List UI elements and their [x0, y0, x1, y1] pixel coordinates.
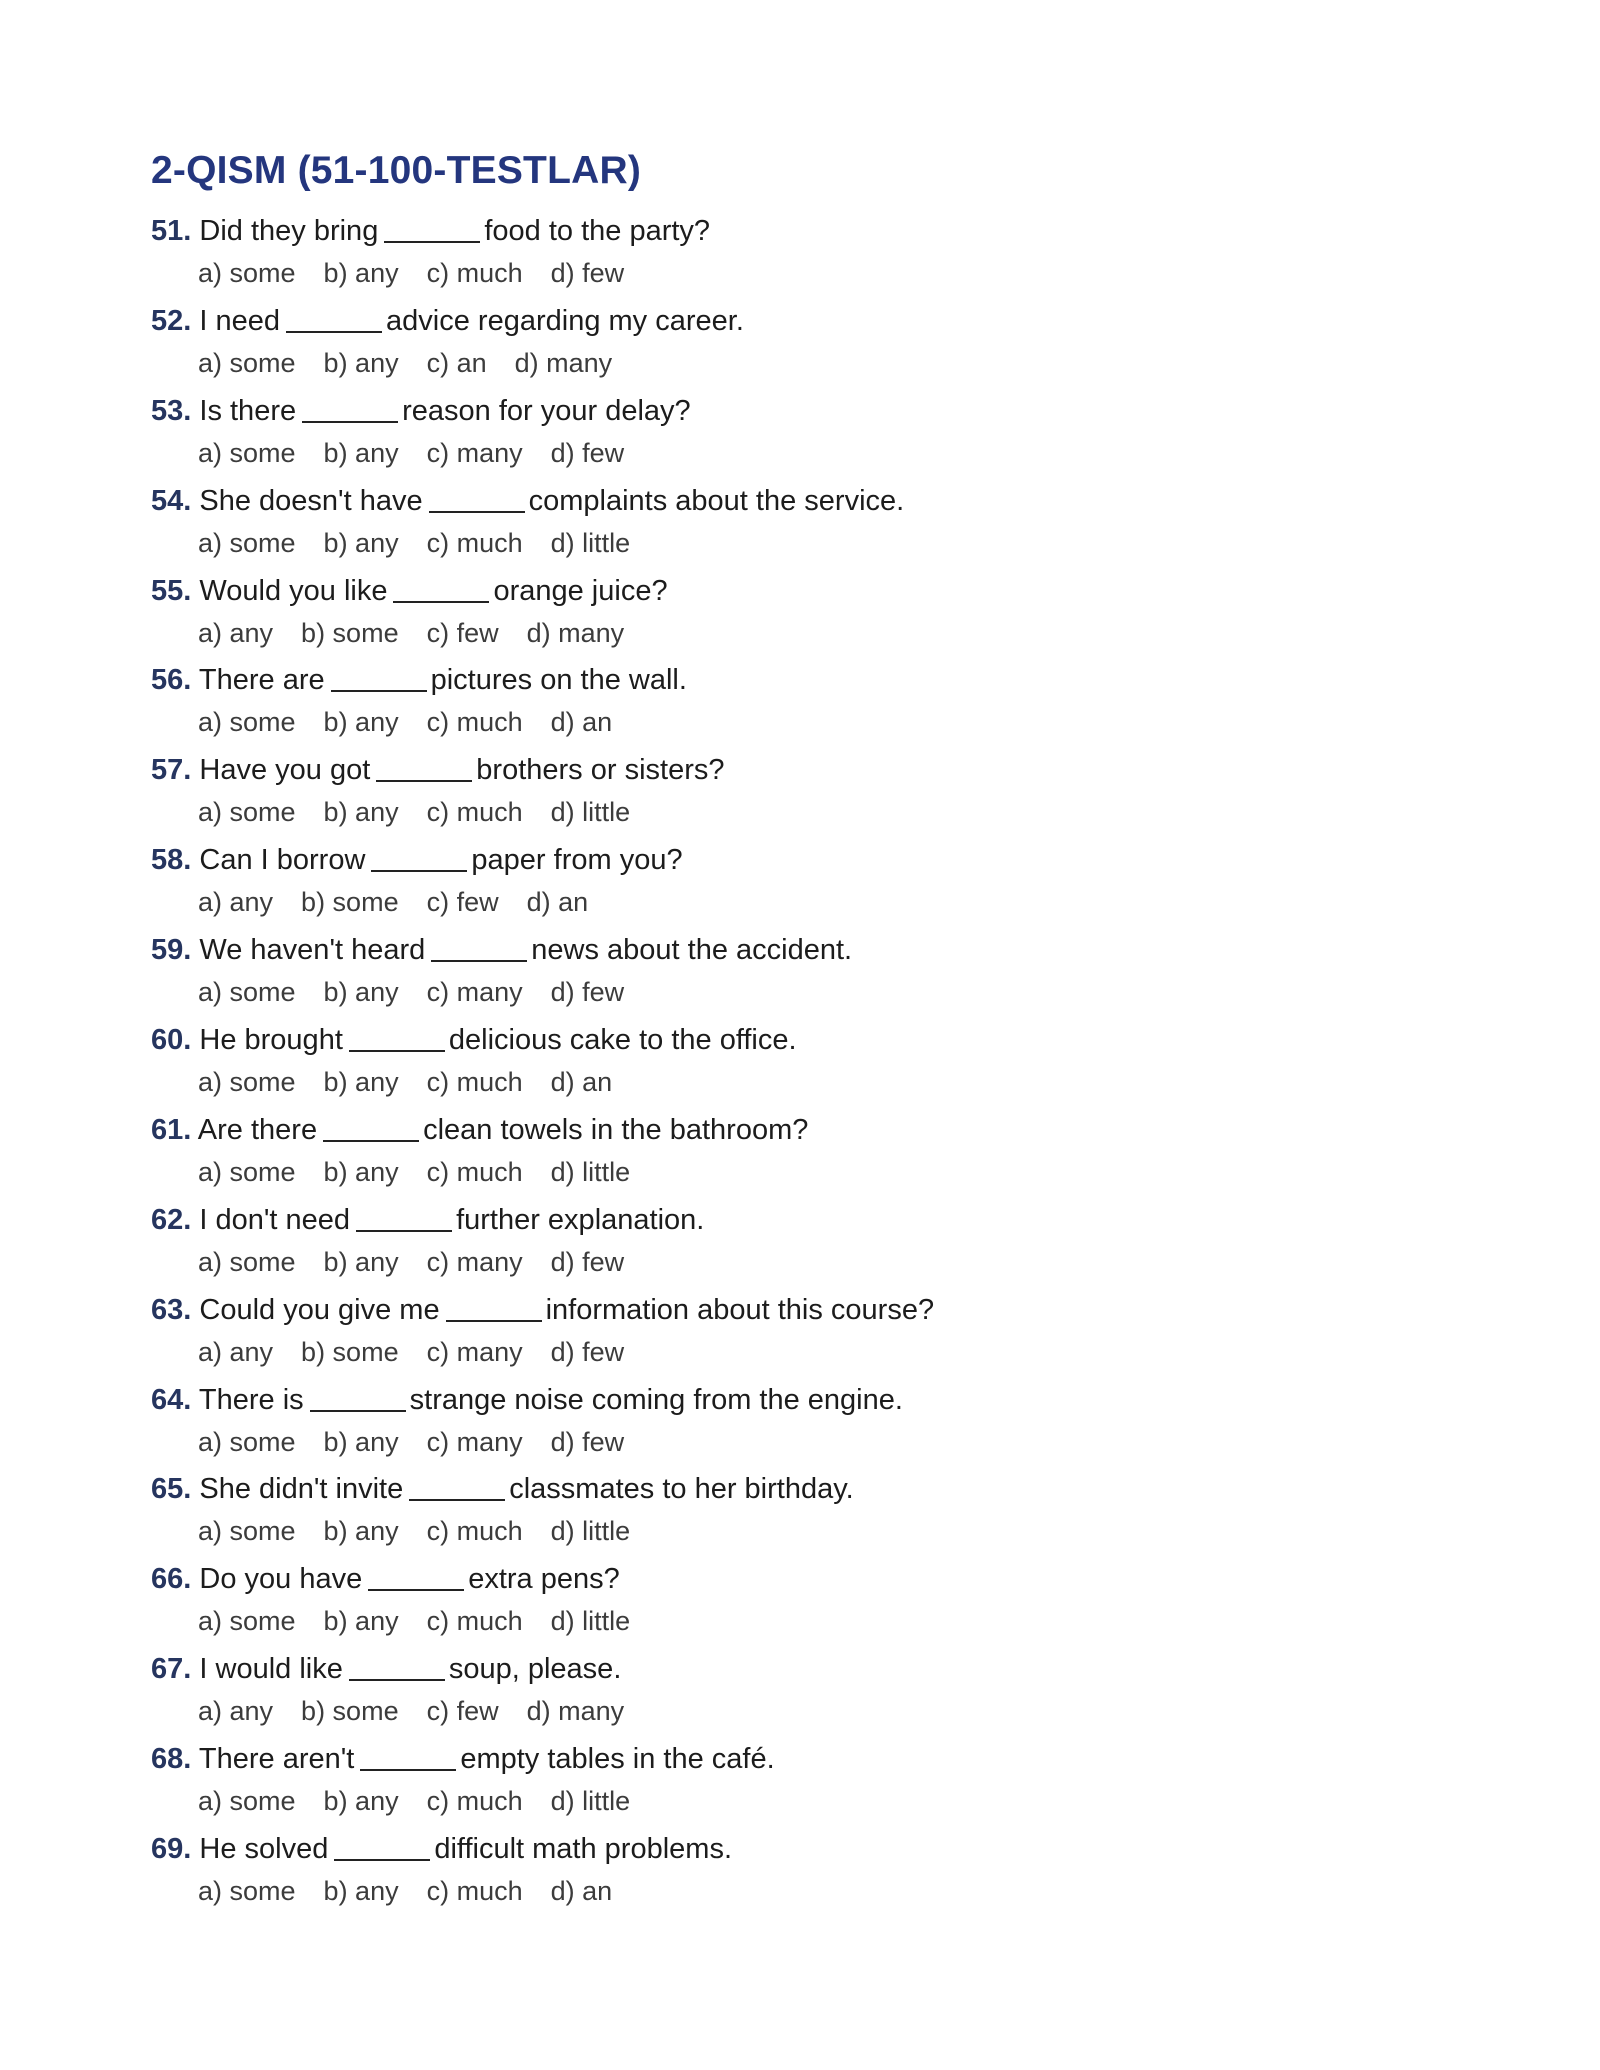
answer-option: b) any — [323, 977, 399, 1008]
answer-blank — [371, 870, 467, 872]
question-text-after: reason for your delay? — [402, 394, 691, 427]
question-item — [151, 210, 1451, 300]
question-text-after: food to the party? — [484, 215, 711, 247]
answer-option: a) some — [198, 707, 296, 738]
answer-option: b) any — [323, 707, 399, 738]
answer-option: b) some — [301, 617, 399, 648]
answer-option: d) little — [550, 1606, 631, 1637]
question-item — [151, 480, 1451, 570]
question-stem — [151, 1379, 1451, 1421]
answer-blank — [286, 331, 382, 333]
question-text-before: I would like — [199, 1653, 343, 1686]
answer-option: c) much — [426, 1606, 523, 1637]
answer-option: a) some — [198, 1426, 296, 1457]
answer-options — [151, 1331, 1451, 1373]
question-number: 62. — [151, 1203, 192, 1236]
question-stem — [151, 1468, 1451, 1510]
question-text-before: Have you got — [199, 754, 371, 787]
question-text-after: empty tables in the café. — [460, 1743, 775, 1776]
question-number: 53. — [151, 394, 192, 427]
question-text-after: orange juice? — [493, 574, 668, 607]
answer-option: a) some — [198, 1246, 296, 1277]
question-text-before: I need — [199, 304, 281, 337]
answer-option: d) little — [550, 1156, 631, 1187]
answer-options — [151, 971, 1451, 1013]
answer-option: b) any — [323, 1786, 399, 1817]
question-list — [151, 210, 1451, 1918]
answer-option: c) much — [426, 258, 523, 288]
answer-option: d) an — [550, 1067, 613, 1098]
question-item — [151, 1019, 1451, 1109]
question-text-before: I don't need — [199, 1203, 351, 1236]
question-text-before: There is — [198, 1383, 304, 1416]
question-text-before: There aren't — [198, 1743, 355, 1776]
answer-option: c) many — [426, 1336, 523, 1367]
answer-option: c) much — [426, 527, 523, 558]
question-text-after: paper from you? — [471, 844, 683, 877]
answer-option: c) much — [426, 1516, 523, 1547]
answer-option: a) some — [198, 797, 296, 828]
answer-option: c) much — [426, 1156, 523, 1187]
answer-option: b) any — [323, 1156, 399, 1187]
answer-option: d) little — [550, 1786, 631, 1817]
answer-option: d) little — [550, 527, 631, 558]
answer-options — [151, 1510, 1451, 1552]
question-stem — [151, 1648, 1451, 1690]
question-item — [151, 929, 1451, 1019]
answer-option: a) some — [198, 1067, 296, 1098]
answer-blank — [384, 241, 480, 243]
answer-options — [151, 1780, 1451, 1822]
question-text-before: Are there — [197, 1113, 318, 1146]
answer-option: b) any — [323, 258, 399, 288]
question-number: 63. — [151, 1293, 192, 1326]
question-text-before: He brought — [199, 1024, 343, 1057]
answer-option: b) some — [301, 1696, 399, 1727]
question-text-before: Can I borrow — [199, 844, 366, 877]
question-text-after: clean towels in the bathroom? — [423, 1113, 809, 1146]
answer-blank — [360, 1769, 456, 1771]
answer-option: a) any — [198, 887, 274, 918]
answer-option: c) few — [426, 1696, 499, 1727]
question-item — [151, 1558, 1451, 1648]
question-text-before: She didn't invite — [199, 1473, 404, 1506]
question-text-after: extra pens? — [468, 1563, 620, 1596]
answer-options — [151, 1870, 1451, 1912]
question-stem — [151, 300, 1451, 342]
answer-options — [151, 1600, 1451, 1642]
answer-option: d) few — [550, 258, 625, 288]
answer-option: b) any — [323, 527, 399, 558]
answer-option: d) few — [550, 1336, 625, 1367]
question-text-after: soup, please. — [448, 1653, 622, 1686]
answer-option: a) any — [198, 1336, 274, 1367]
question-item — [151, 1468, 1451, 1558]
question-stem — [151, 1558, 1451, 1600]
question-text-before: Could you give me — [199, 1293, 440, 1326]
answer-blank — [331, 690, 427, 692]
answer-options — [151, 1061, 1451, 1103]
answer-blank — [393, 601, 489, 603]
question-stem — [151, 1109, 1451, 1151]
question-number: 68. — [151, 1743, 192, 1776]
question-number: 57. — [151, 754, 192, 787]
answer-option: d) few — [550, 1246, 625, 1277]
answer-option: a) some — [198, 1516, 296, 1547]
answer-option: a) some — [198, 1606, 296, 1637]
answer-options — [151, 701, 1451, 743]
answer-blank — [376, 780, 472, 782]
question-stem — [151, 570, 1451, 612]
answer-option: a) some — [198, 527, 296, 558]
worksheet-page — [151, 148, 1451, 1918]
answer-option: a) any — [198, 617, 274, 648]
answer-options — [151, 791, 1451, 833]
question-stem — [151, 1738, 1451, 1780]
answer-blank — [349, 1679, 445, 1681]
question-number: 58. — [151, 844, 192, 877]
answer-option: d) few — [550, 437, 625, 468]
question-text-after: difficult math problems. — [434, 1833, 733, 1866]
question-item — [151, 1199, 1451, 1289]
question-number: 60. — [151, 1024, 192, 1057]
answer-option: a) some — [198, 258, 296, 288]
answer-blank — [429, 511, 525, 513]
answer-option: d) an — [550, 1876, 613, 1907]
answer-option: c) much — [426, 1067, 523, 1098]
answer-option: c) much — [426, 797, 523, 828]
answer-option: b) any — [323, 1606, 399, 1637]
question-stem — [151, 749, 1451, 791]
answer-option: d) an — [526, 887, 589, 918]
question-number: 69. — [151, 1833, 192, 1866]
question-number: 55. — [151, 574, 192, 607]
answer-option: a) some — [198, 1156, 296, 1187]
question-text-after: complaints about the service. — [528, 484, 905, 517]
answer-blank — [368, 1589, 464, 1591]
question-item — [151, 659, 1451, 749]
answer-option: b) any — [323, 1516, 399, 1547]
section-title: 2-QISM (51-100-TESTLAR) — [151, 149, 642, 192]
question-text-before: Do you have — [199, 1563, 363, 1596]
question-stem — [151, 659, 1451, 701]
question-number: 59. — [151, 934, 192, 967]
answer-blank — [310, 1410, 406, 1412]
answer-blank — [356, 1230, 452, 1232]
answer-option: c) many — [426, 1246, 523, 1277]
answer-option: c) many — [426, 977, 523, 1008]
answer-options — [151, 252, 1451, 294]
question-stem — [151, 390, 1451, 432]
question-text-before: We haven't heard — [199, 934, 426, 967]
answer-option: d) an — [550, 707, 613, 738]
question-number: 56. — [151, 664, 192, 697]
question-text-after: classmates to her birthday. — [509, 1473, 854, 1506]
question-item — [151, 300, 1451, 390]
question-number: 61. — [151, 1113, 192, 1146]
answer-option: a) some — [198, 977, 296, 1008]
answer-blank — [302, 421, 398, 423]
question-text-before: There are — [198, 664, 325, 697]
question-text-after: pictures on the wall. — [430, 664, 687, 697]
answer-option: d) little — [550, 797, 631, 828]
question-number: 54. — [151, 484, 192, 517]
question-stem — [151, 1019, 1451, 1061]
question-text-before: He solved — [199, 1833, 329, 1866]
answer-options — [151, 1690, 1451, 1732]
question-text-after: strange noise coming from the engine. — [409, 1383, 903, 1416]
answer-option: c) much — [426, 1876, 523, 1907]
question-stem — [151, 1199, 1451, 1241]
answer-options — [151, 342, 1451, 384]
answer-option: b) any — [323, 797, 399, 828]
answer-option: b) some — [301, 1336, 399, 1367]
answer-option: b) any — [323, 1067, 399, 1098]
question-item — [151, 1379, 1451, 1469]
question-item — [151, 749, 1451, 839]
question-text-before: Would you like — [199, 574, 388, 607]
answer-options — [151, 612, 1451, 654]
question-text-after: brothers or sisters? — [476, 754, 725, 787]
question-item — [151, 390, 1451, 480]
answer-option: a) some — [198, 347, 296, 378]
answer-option: b) any — [323, 1876, 399, 1907]
answer-option: c) few — [426, 617, 499, 648]
answer-option: a) any — [198, 1696, 274, 1727]
answer-option: b) any — [323, 1426, 399, 1457]
answer-options — [151, 1241, 1451, 1283]
answer-option: d) many — [514, 347, 613, 378]
question-stem — [151, 210, 1451, 252]
question-number: 52. — [151, 304, 192, 337]
question-text-after: further explanation. — [456, 1203, 705, 1236]
question-number: 66. — [151, 1563, 192, 1596]
question-stem — [151, 929, 1451, 971]
answer-option: c) an — [426, 347, 487, 378]
question-item — [151, 1648, 1451, 1738]
question-text-after: delicious cake to the office. — [448, 1024, 797, 1057]
question-text-after: news about the accident. — [531, 934, 853, 967]
question-stem — [151, 839, 1451, 881]
answer-options — [151, 1151, 1451, 1193]
question-item — [151, 1109, 1451, 1199]
answer-options — [151, 432, 1451, 474]
question-item — [151, 1828, 1451, 1918]
question-stem — [151, 480, 1451, 522]
question-item — [151, 570, 1451, 660]
question-text-before: She doesn't have — [199, 484, 423, 517]
question-text-after: information about this course? — [545, 1293, 935, 1326]
answer-option: b) any — [323, 437, 399, 468]
answer-option: c) many — [426, 1426, 523, 1457]
question-item — [151, 1289, 1451, 1379]
answer-option: d) few — [550, 977, 625, 1008]
question-item — [151, 1738, 1451, 1828]
question-text-before: Is there — [199, 394, 297, 427]
answer-blank — [323, 1140, 419, 1142]
answer-option: d) many — [526, 1696, 625, 1727]
answer-options — [151, 1421, 1451, 1463]
answer-option: c) much — [426, 707, 523, 738]
answer-option: c) few — [426, 887, 499, 918]
answer-blank — [349, 1050, 445, 1052]
answer-blank — [334, 1859, 430, 1861]
question-number: 64. — [151, 1383, 192, 1416]
answer-blank — [446, 1320, 542, 1322]
answer-blank — [431, 960, 527, 962]
question-stem — [151, 1828, 1451, 1870]
question-number: 65. — [151, 1473, 192, 1506]
answer-option: d) few — [550, 1426, 625, 1457]
question-text-before: Did they bring — [199, 215, 379, 247]
question-text-after: advice regarding my career. — [386, 304, 744, 337]
question-item — [151, 839, 1451, 929]
answer-option: a) some — [198, 1786, 296, 1817]
answer-blank — [409, 1499, 505, 1501]
answer-option: b) some — [301, 887, 399, 918]
question-number: 67. — [151, 1653, 192, 1686]
answer-option: d) many — [526, 617, 625, 648]
answer-option: b) any — [323, 347, 399, 378]
answer-option: c) much — [426, 1786, 523, 1817]
answer-options — [151, 522, 1451, 564]
question-number: 51. — [151, 215, 192, 247]
answer-options — [151, 881, 1451, 923]
answer-option: d) little — [550, 1516, 631, 1547]
answer-option: b) any — [323, 1246, 399, 1277]
answer-option: c) many — [426, 437, 523, 468]
answer-option: a) some — [198, 437, 296, 468]
answer-option: a) some — [198, 1876, 296, 1907]
question-stem — [151, 1289, 1451, 1331]
